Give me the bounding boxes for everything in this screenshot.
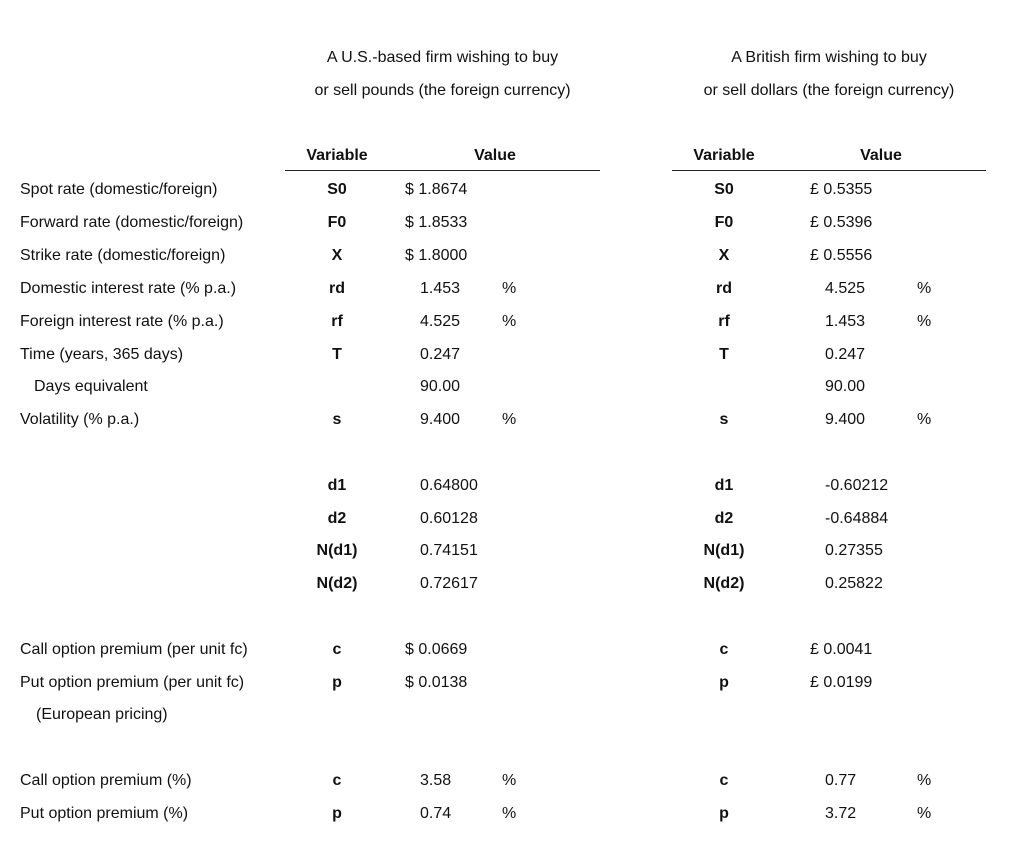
uk-variable-cell: rf: [718, 313, 730, 330]
uk-value-cell: £ 0.0199: [810, 674, 873, 691]
us-variable-cell: c: [332, 641, 342, 658]
us-value-cell: 0.72617: [420, 575, 478, 592]
us-value-cell: 0.60128: [420, 510, 478, 527]
uk-value-cell: £ 0.0041: [810, 641, 873, 658]
uk-col-variable: Variable: [693, 147, 755, 164]
row-label: Spot rate (domestic/foreign): [20, 181, 218, 198]
uk-value-cell: £ 0.5396: [810, 214, 873, 231]
uk-value-cell: 90.00: [825, 378, 866, 395]
us-value-cell: 0.74151: [420, 542, 478, 559]
uk-value-cell: £ 0.5355: [810, 181, 873, 198]
european-note: (European pricing): [36, 706, 168, 723]
uk-value-cell: 9.400: [825, 411, 866, 428]
us-variable-cell: X: [331, 247, 343, 264]
uk-variable-cell: d2: [714, 510, 734, 527]
us-value-cell: 9.400: [420, 411, 461, 428]
uk-unit-cell: %: [917, 280, 932, 297]
uk-value-cell: -0.64884: [825, 510, 889, 527]
row-label: Strike rate (domestic/foreign): [20, 247, 226, 264]
uk-value-cell: -0.60212: [825, 477, 889, 494]
row-label: Volatility (% p.a.): [20, 411, 140, 428]
uk-unit-cell: %: [917, 313, 932, 330]
us-value-cell: 4.525: [420, 313, 461, 330]
us-col-value: Value: [474, 147, 516, 164]
uk-variable-cell: p: [719, 674, 729, 691]
us-value-cell: $ 0.0138: [405, 674, 468, 691]
uk-variable-cell: c: [719, 641, 729, 658]
uk-variable-cell: F0: [714, 214, 734, 231]
uk-unit-cell: %: [917, 411, 932, 428]
us-variable-cell: c: [332, 772, 342, 789]
us-header-line1: A U.S.-based firm wishing to buy: [326, 49, 559, 66]
uk-col-value: Value: [860, 147, 902, 164]
us-variable-cell: rd: [329, 280, 345, 297]
us-col-variable: Variable: [306, 147, 368, 164]
us-variable-cell: T: [332, 346, 342, 363]
uk-variable-cell: N(d1): [703, 542, 745, 559]
uk-value-cell: 1.453: [825, 313, 866, 330]
us-value-cell: 90.00: [420, 378, 461, 395]
us-value-cell: 1.453: [420, 280, 461, 297]
uk-variable-cell: rd: [716, 280, 732, 297]
row-label: Foreign interest rate (% p.a.): [20, 313, 224, 330]
us-unit-cell: %: [502, 805, 517, 822]
uk-value-cell: 3.72: [825, 805, 857, 822]
us-value-cell: $ 1.8533: [405, 214, 468, 231]
us-variable-cell: F0: [327, 214, 347, 231]
us-variable-cell: s: [332, 411, 342, 428]
uk-variable-cell: T: [719, 346, 729, 363]
us-header-line2: or sell pounds (the foreign currency): [314, 82, 571, 99]
us-unit-cell: %: [502, 280, 517, 297]
uk-value-cell: 0.25822: [825, 575, 883, 592]
uk-value-cell: 0.77: [825, 772, 857, 789]
uk-header-rule: [672, 170, 986, 171]
us-variable-cell: p: [332, 805, 342, 822]
us-variable-cell: p: [332, 674, 342, 691]
us-unit-cell: %: [502, 313, 517, 330]
us-header-rule: [285, 170, 600, 171]
us-value-cell: $ 0.0669: [405, 641, 468, 658]
uk-variable-cell: s: [719, 411, 729, 428]
row-label: Days equivalent: [34, 378, 148, 395]
uk-variable-cell: N(d2): [703, 575, 745, 592]
uk-variable-cell: X: [718, 247, 730, 264]
uk-variable-cell: d1: [714, 477, 734, 494]
row-label: Put option premium (%): [20, 805, 189, 822]
row-label: Forward rate (domestic/foreign): [20, 214, 244, 231]
us-variable-cell: S0: [327, 181, 347, 198]
us-value-cell: 3.58: [420, 772, 452, 789]
us-variable-cell: rf: [331, 313, 343, 330]
uk-value-cell: 4.525: [825, 280, 866, 297]
us-variable-cell: N(d2): [316, 575, 358, 592]
us-variable-cell: d1: [327, 477, 347, 494]
us-unit-cell: %: [502, 772, 517, 789]
us-value-cell: $ 1.8674: [405, 181, 468, 198]
us-variable-cell: d2: [327, 510, 347, 527]
us-variable-cell: N(d1): [316, 542, 358, 559]
uk-variable-cell: c: [719, 772, 729, 789]
us-unit-cell: %: [502, 411, 517, 428]
uk-value-cell: 0.247: [825, 346, 866, 363]
row-label: Call option premium (%): [20, 772, 192, 789]
uk-header-line1: A British firm wishing to buy: [731, 49, 927, 66]
uk-unit-cell: %: [917, 805, 932, 822]
uk-variable-cell: p: [719, 805, 729, 822]
row-label: Put option premium (per unit fc): [20, 674, 245, 691]
row-label: Call option premium (per unit fc): [20, 641, 248, 658]
us-value-cell: 0.64800: [420, 477, 478, 494]
uk-value-cell: 0.27355: [825, 542, 883, 559]
us-value-cell: $ 1.8000: [405, 247, 468, 264]
uk-variable-cell: S0: [714, 181, 734, 198]
row-label: Time (years, 365 days): [20, 346, 184, 363]
row-label: Domestic interest rate (% p.a.): [20, 280, 237, 297]
uk-header-line2: or sell dollars (the foreign currency): [703, 82, 955, 99]
us-value-cell: 0.247: [420, 346, 461, 363]
us-value-cell: 0.74: [420, 805, 452, 822]
uk-value-cell: £ 0.5556: [810, 247, 873, 264]
uk-unit-cell: %: [917, 772, 932, 789]
